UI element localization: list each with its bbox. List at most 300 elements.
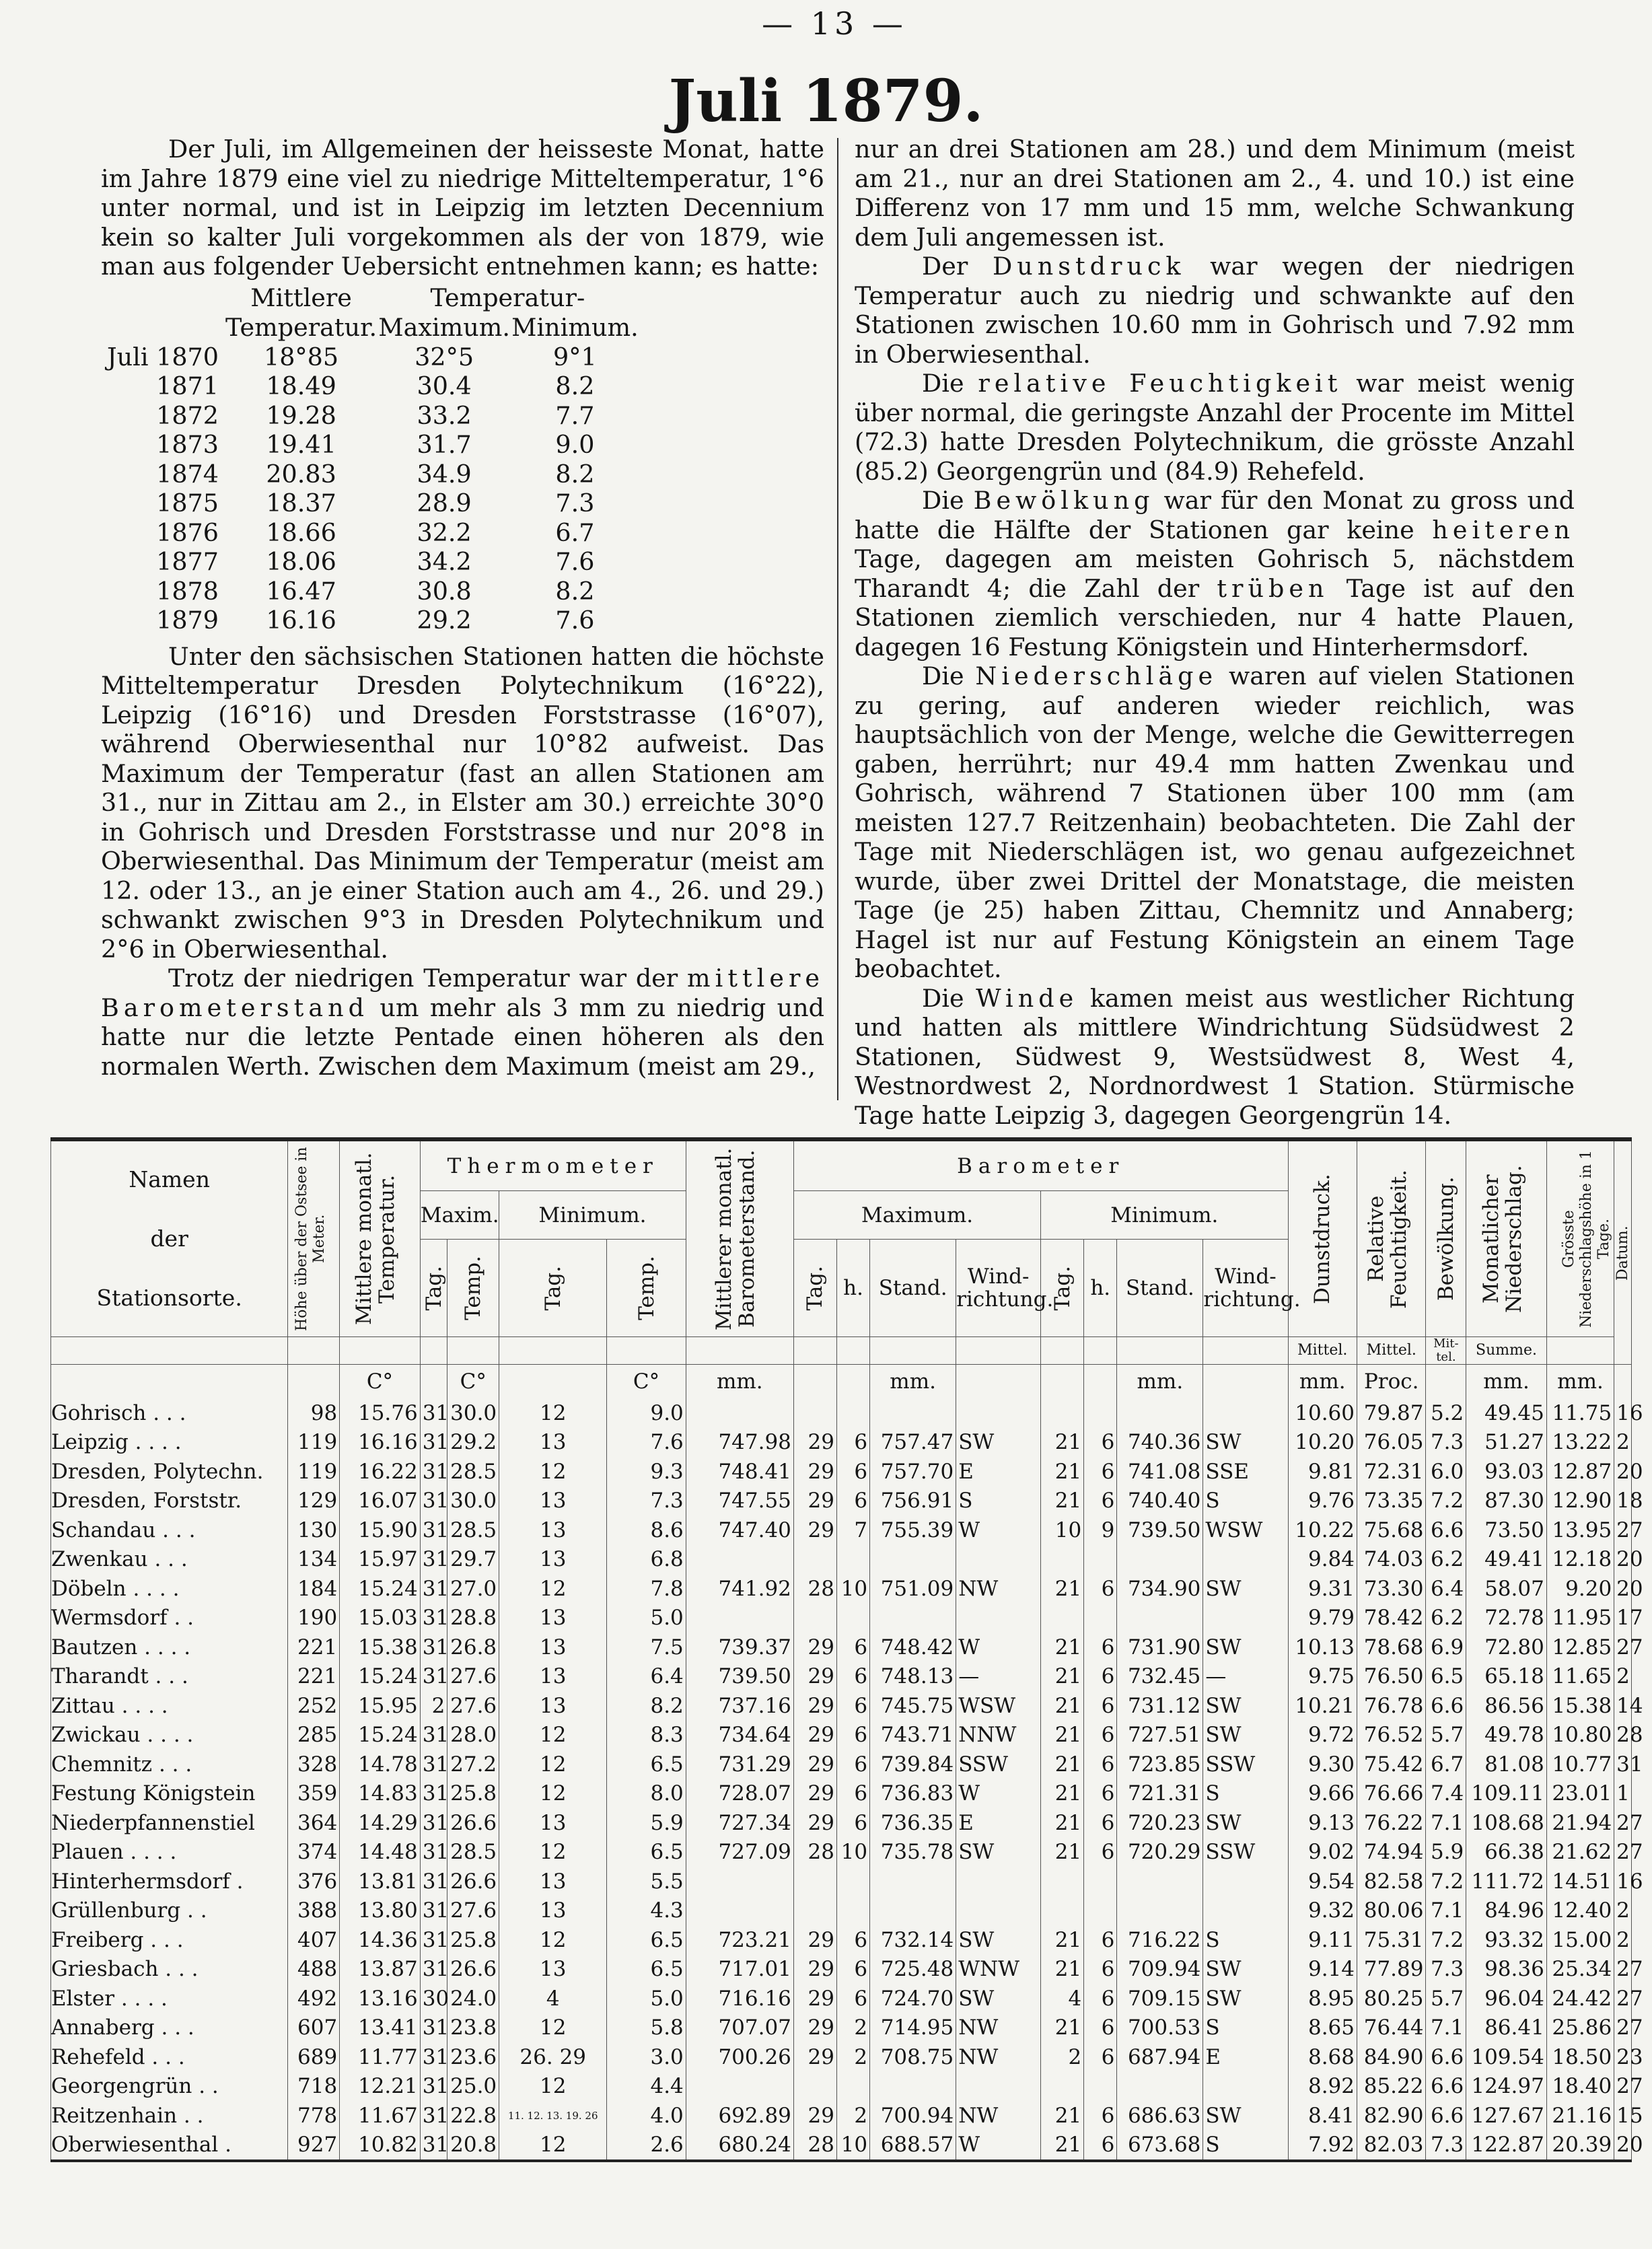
cell-name: Tharandt . . . [51,1662,288,1692]
cell-bxs: 732.14 [870,1925,956,1955]
cell-rf: 76.22 [1357,1808,1426,1838]
cell-nd: 12 [499,1750,607,1779]
history-row [101,547,639,577]
cell-nt: 6.5 [607,1955,686,1985]
cell-bnh [1084,2072,1117,2102]
cell-bnw: SW [1203,1691,1288,1721]
cell-dt: 16 [1614,1867,1632,1896]
cell-t: 11.67 [340,2101,421,2131]
cell-bw: 6.5 [1426,1662,1466,1692]
col-head-bmin-h: h. [1084,1240,1117,1337]
cell-bns: 720.29 [1117,1838,1203,1867]
history-cell-max: 32.2 [417,517,472,547]
cell-rf: 73.35 [1357,1487,1426,1516]
cell-du: 9.14 [1288,1955,1357,1985]
cell-bxw [956,1867,1041,1896]
cell-nt: 8.6 [607,1515,686,1545]
unit-mm: mm. [870,1365,956,1399]
history-cell-mean: 19.41 [266,430,336,459]
history-cell-label: 1876 [156,517,219,547]
history-cell-label: Juli 1870 [107,342,219,371]
cell-bnh: 6 [1084,1779,1117,1809]
cell-nt: 5.5 [607,1867,686,1896]
cell-bxd: 29 [793,1984,836,2013]
cell-rf: 78.68 [1357,1633,1426,1662]
cell-b: 734.64 [686,1721,793,1750]
cell-nd: 12 [499,2072,607,2102]
cell-b: 680.24 [686,2131,793,2162]
cell-xd: 2 [420,1691,447,1721]
cell-dt: 20 [1614,2131,1632,2162]
cell-rf: 72.31 [1357,1457,1426,1487]
history-cell-min: 8.2 [555,576,595,606]
text-run: Bewölkung. [1433,1176,1458,1301]
cell-ns: 72.78 [1466,1604,1547,1633]
cell-bxd: 29 [793,1457,836,1487]
cell-bxw: S [956,1487,1041,1516]
cell-gn: 15.38 [1546,1691,1614,1721]
cell-nt: 8.2 [607,1691,686,1721]
history-cell-max: 28.9 [417,489,472,517]
cell-gn: 24.42 [1546,1984,1614,2013]
cell-du: 9.30 [1288,1750,1357,1779]
cell-bxh: 6 [836,1984,869,2013]
cell-ns: 127.67 [1466,2101,1547,2131]
cell-xd: 31 [420,1750,447,1779]
cell-nd: 4 [499,1984,607,2013]
cell-bxh [836,1604,869,1633]
cell-dt: 31 [1614,1750,1632,1779]
text-run: Tage, dagegen am meisten Gohrisch 5, nächstdem Tharandt 4; die Zahl der [855,544,1575,603]
cell-bns: 723.85 [1117,1750,1203,1779]
cell-xt: 28.0 [447,1721,499,1750]
cell-ns: 51.27 [1466,1428,1547,1458]
history-cell-max: 30.8 [417,576,472,606]
cell-bnd [1041,1867,1084,1896]
table-row [51,1838,1632,1867]
cell-nt: 7.3 [607,1487,686,1516]
history-cell-max: 34.2 [417,547,472,576]
cell-bxs [870,1604,956,1633]
niederschlag-paragraph [855,662,1575,984]
cell-b [686,1545,793,1575]
cell-b: 728.07 [686,1779,793,1809]
cell-bnd: 21 [1041,2131,1084,2162]
cell-bnh [1084,1896,1117,1926]
cell-xt: 27.6 [447,1662,499,1692]
cell-name: Wermsdorf . . [51,1604,288,1633]
cell-b: 717.01 [686,1955,793,1985]
cell-du: 9.11 [1288,1925,1357,1955]
cell-ns: 49.41 [1466,1545,1547,1575]
cell-t: 13.41 [340,2013,421,2043]
cell-xd: 31 [420,1925,447,1955]
cell-dt: 27 [1614,1515,1632,1545]
cell-bxh: 6 [836,1779,869,1809]
cell-bxd: 29 [793,2042,836,2072]
history-cell-min: 8.2 [555,459,595,489]
cell-xt: 28.5 [447,1515,499,1545]
cell-dt: 1 [1614,1779,1632,1809]
cell-bxd: 29 [793,1750,836,1779]
cell-xt: 26.6 [447,1808,499,1838]
cell-dt: 27 [1614,1838,1632,1867]
col-head-groesste [1546,1139,1614,1337]
cell-dt: 14 [1614,1691,1632,1721]
text-run: Tage ist auf den Stationen ziemlich verschieden, nur 4 hatte Plauen, dagegen 16 Festung Königstein und Hinterhermsdorf. [855,573,1575,662]
cell-nt: 8.0 [607,1779,686,1809]
history-cell-label: 1874 [156,459,219,489]
cell-name: Chemnitz . . . [51,1750,288,1779]
cell-du: 10.20 [1288,1428,1357,1458]
cell-nd: 13 [499,1867,607,1896]
cell-bxh [836,2072,869,2102]
cell-nd: 12 [499,2131,607,2162]
cell-xt: 28.8 [447,1604,499,1633]
cell-bnh: 6 [1084,1633,1117,1662]
cell-bw: 7.3 [1426,1955,1466,1985]
cell-name: Niederpfannenstiel [51,1808,288,1838]
cell-name: Hinterhermsdorf . [51,1867,288,1896]
cell-bxd: 28 [793,1838,836,1867]
cell-name: Freiberg . . . [51,1925,288,1955]
temperature-paragraph: Unter den sächsischen Stationen hatten die höchste Mitteltemperatur Dresden Polytechnikum (16°22), Leipzig (16°16) und Dresden Forststrasse (16°07), während Oberwiesenthal nur 10°82 aufweist. Das Maximum der Temperatur (fast an allen Stationen am 31., nur in Zittau am 2., in Elster am 30.) erreichte 30°0 in Gohrisch und Dresden Forststrasse und nur 20°8 in Oberwiesenthal. Das Minimum der Temperatur (meist am 12. oder 13., an je einer Station auch am 4., 26. und 29.) schwankt zwischen 9°3 in Dresden Polytechnikum und 2°6 in Oberwiesenthal. [101,641,824,964]
cell-t: 15.76 [340,1398,421,1428]
text-run: Mittlerer monatl. Barometerstand. [712,1147,760,1330]
cell-ns: 109.54 [1466,2042,1547,2072]
history-head-max: Maximum. [378,312,510,342]
col-head-height [288,1139,340,1337]
text-run: Datum. [1614,1225,1632,1281]
cell-bxs: 739.84 [870,1750,956,1779]
cell-bns: 716.22 [1117,1925,1203,1955]
emphasis-heiteren: heiteren [1432,515,1575,544]
cell-bnw [1203,1604,1288,1633]
right-text-column [855,135,1575,1130]
cell-bxh: 6 [836,1662,869,1692]
cell-bxh: 10 [836,2131,869,2162]
cell-du: 9.13 [1288,1808,1357,1838]
cell-h: 607 [288,2013,340,2043]
cell-bnd [1041,2072,1084,2102]
cell-xd: 31 [420,1779,447,1809]
text-run: kamen meist aus westlicher Richtung und hatten als mittlere Windrichtung Südsüdwest 2 Stationen, Südwest 9, Westsüdwest 8, West 4, Westnordwest 2, Nordnordwest 1 Station. Stürmische Tage hatte Leipzig 3, dagegen Georgengrün 14. [855,983,1575,1130]
cell-dt: 27 [1614,1808,1632,1838]
cell-xd: 31 [420,1867,447,1896]
cell-bns: 731.90 [1117,1633,1203,1662]
history-head-temp: Temperatur- [430,283,585,313]
emphasis-feuchtigkeit: relative Feuchtigkeit [978,369,1342,398]
cell-rf: 75.42 [1357,1750,1426,1779]
cell-ns: 124.97 [1466,2072,1547,2102]
cell-bnw: SW [1203,2101,1288,2131]
col-head-bmax-h: h. [836,1240,869,1337]
cell-bxh: 6 [836,1691,869,1721]
cell-bnh: 9 [1084,1515,1117,1545]
history-cell-min: 7.7 [555,400,595,430]
cell-bxd [793,1398,836,1428]
cell-du: 9.84 [1288,1545,1357,1575]
cell-bxd: 29 [793,1662,836,1692]
cell-bxd: 29 [793,1925,836,1955]
cell-bxs: 736.83 [870,1779,956,1809]
cell-t: 13.81 [340,1867,421,1896]
table-row [51,1633,1632,1662]
cell-ns: 49.78 [1466,1721,1547,1750]
cell-h: 130 [288,1515,340,1545]
cell-nd: 12 [499,1779,607,1809]
cell-bnd: 21 [1041,1779,1084,1809]
cell-bnh: 6 [1084,1984,1117,2013]
history-cell-max: 29.2 [417,606,472,635]
cell-bw: 7.2 [1426,1487,1466,1516]
cell-bxs [870,2072,956,2102]
text-run: um mehr als 3 mm zu niedrig und hatte nur die letzte Pentade einen höheren als den normalen Werth. Zwischen dem Maximum (meist am 29., [101,993,824,1081]
cell-bnd: 21 [1041,2013,1084,2043]
history-cell-min: 7.3 [555,489,595,517]
cell-gn: 13.22 [1546,1428,1614,1458]
cell-xd: 31 [420,2131,447,2162]
emphasis-trueben: trüben [1217,573,1329,603]
history-cell-label: 1875 [156,489,219,517]
table-row [51,1545,1632,1575]
history-cell-min: 7.6 [555,547,595,576]
cell-h: 119 [288,1428,340,1458]
cell-bnd: 21 [1041,1721,1084,1750]
cell-h: 359 [288,1779,340,1809]
cell-b: 707.07 [686,2013,793,2043]
cell-bxh: 10 [836,1574,869,1604]
cell-bw: 7.4 [1426,1779,1466,1809]
cell-h: 492 [288,1984,340,2013]
cell-dt: 27 [1614,2072,1632,2102]
cell-bxw: E [956,1457,1041,1487]
history-cell-min: 7.6 [555,606,595,635]
cell-name: Gohrisch . . . [51,1398,288,1428]
cell-bnh [1084,1604,1117,1633]
cell-b [686,1896,793,1926]
unit-row [51,1365,1632,1399]
cell-bns [1117,1604,1203,1633]
emphasis-dunstdruck: Dunstdruck [992,252,1186,281]
cell-du: 9.54 [1288,1867,1357,1896]
cell-bns: 740.40 [1117,1487,1203,1516]
cell-bxd: 28 [793,2131,836,2162]
cell-name: Zwenkau . . . [51,1545,288,1575]
cell-bxw: — [956,1662,1041,1692]
history-cell-mean: 19.28 [266,400,336,430]
cell-b: 741.92 [686,1574,793,1604]
cell-bns: 687.94 [1117,2042,1203,2072]
col-head-bmax-tag [793,1240,836,1337]
cell-bns: 700.53 [1117,2013,1203,2043]
cell-dt: 20 [1614,1545,1632,1575]
cell-bxd [793,1545,836,1575]
cell-t: 15.97 [340,1545,421,1575]
cell-bxs [870,1545,956,1575]
text-run: Die [922,662,976,690]
cell-ns: 65.18 [1466,1662,1547,1692]
cell-bns: 720.23 [1117,1808,1203,1838]
text-run: Tag. [421,1265,446,1311]
cell-xt: 26.6 [447,1867,499,1896]
history-row [101,371,639,401]
cell-bnd: 21 [1041,1955,1084,1985]
history-cell-max: 32°5 [415,342,474,371]
text-run: Die [922,983,976,1013]
cell-t: 15.03 [340,1604,421,1633]
text-run: war meist wenig über normal, die geringste Anzahl der Procente im Mittel (72.3) hatte Dresden Polytechnikum, die grösste Anzahl (85.2) Georgengrün und (84.9) Rehefeld. [855,369,1575,486]
cell-xt: 20.8 [447,2131,499,2162]
history-cell-mean: 20.83 [266,459,336,489]
cell-xt: 30.0 [447,1398,499,1428]
cell-xd: 31 [420,2072,447,2102]
station-table [50,1137,1643,2162]
cell-bxh [836,1896,869,1926]
cell-bnd [1041,1896,1084,1926]
cell-gn: 10.77 [1546,1750,1614,1779]
cell-b: 731.29 [686,1750,793,1779]
cell-rf: 76.52 [1357,1721,1426,1750]
history-cell-label: 1877 [156,547,219,576]
cell-bxs: 724.70 [870,1984,956,2013]
cell-bw: 7.2 [1426,1867,1466,1896]
col-head-min-temp [607,1240,686,1337]
cell-rf: 82.58 [1357,1867,1426,1896]
cell-bnd: 10 [1041,1515,1084,1545]
unit-c: C° [607,1365,686,1399]
cell-xt: 26.6 [447,1955,499,1985]
text-run: Die [922,369,978,398]
cell-ns: 93.32 [1466,1925,1547,1955]
cell-ns: 93.03 [1466,1457,1547,1487]
cell-bxd: 29 [793,1721,836,1750]
cell-bnw [1203,1398,1288,1428]
history-row [101,489,639,518]
cell-bxw: NW [956,2013,1041,2043]
history-head-mean-2: Temperatur. [225,312,378,342]
cell-t: 14.83 [340,1779,421,1809]
unit-c: C° [340,1365,421,1399]
cell-ns: 81.08 [1466,1750,1547,1779]
cell-du: 10.13 [1288,1633,1357,1662]
cell-bxd: 29 [793,2013,836,2043]
cell-bnh: 6 [1084,1662,1117,1692]
cell-nd: 13 [499,1487,607,1516]
history-cell-min: 6.7 [555,517,595,547]
cell-rf: 76.05 [1357,1428,1426,1458]
cell-bxs: 748.13 [870,1662,956,1692]
cell-rf: 79.87 [1357,1398,1426,1428]
cell-xd: 31 [420,2013,447,2043]
cell-ns: 86.56 [1466,1691,1547,1721]
history-cell-mean: 18°85 [263,342,339,371]
history-row [101,343,639,372]
cell-gn: 18.40 [1546,2072,1614,2102]
cell-nt: 7.6 [607,1428,686,1458]
cell-t: 14.29 [340,1808,421,1838]
cell-xt: 25.0 [447,2072,499,2102]
cell-t: 16.22 [340,1457,421,1487]
cell-du: 8.65 [1288,2013,1357,2043]
cell-bxw: W [956,1633,1041,1662]
cell-xd: 31 [420,1955,447,1985]
cell-bw: 7.3 [1426,1428,1466,1458]
cell-gn: 12.90 [1546,1487,1614,1516]
table-row [51,1779,1632,1809]
cell-bxd: 29 [793,1487,836,1516]
text-run: Temp. [634,1256,659,1321]
cell-rf: 76.78 [1357,1691,1426,1721]
cell-b: 747.40 [686,1515,793,1545]
cell-xt: 25.8 [447,1925,499,1955]
text-run: Trotz der niedrigen Temperatur war der [168,964,688,993]
cell-bxs [870,1867,956,1896]
cell-du: 9.75 [1288,1662,1357,1692]
cell-bxd: 29 [793,1691,836,1721]
cell-dt: 27 [1614,2013,1632,2043]
cell-du: 9.72 [1288,1721,1357,1750]
cell-bxh: 6 [836,1925,869,1955]
cell-nt: 6.4 [607,1662,686,1692]
cell-xt: 23.8 [447,2013,499,2043]
cell-bxs: 714.95 [870,2013,956,2043]
table-row [51,1398,1632,1428]
cell-dt: 17 [1614,1604,1632,1633]
col-head-bmax-wind: Wind-richtung. [956,1240,1041,1337]
text-run: Tag. [1050,1265,1075,1311]
cell-h: 374 [288,1838,340,1867]
cell-gn: 12.40 [1546,1896,1614,1926]
cell-du: 9.76 [1288,1487,1357,1516]
bewoelkung-paragraph [855,486,1575,662]
history-row [101,518,639,548]
cell-ns: 49.45 [1466,1398,1547,1428]
cell-bxw: NW [956,2101,1041,2131]
cell-nd: 12 [499,1574,607,1604]
table-row [51,1515,1632,1545]
cell-bw: 5.7 [1426,1721,1466,1750]
text-run: Stationsorte. [96,1285,242,1311]
cell-bxh: 6 [836,1428,869,1458]
barometer-paragraph [101,964,824,1081]
cell-bxh: 6 [836,1633,869,1662]
cell-t: 10.82 [340,2131,421,2162]
cell-name: Rehefeld . . . [51,2042,288,2072]
cell-xt: 30.0 [447,1487,499,1516]
cell-xd: 31 [420,1721,447,1750]
cell-bnh: 6 [1084,2013,1117,2043]
cell-h: 134 [288,1545,340,1575]
cell-nd: 11. 12. 13. 19. 26 [499,2101,607,2131]
cell-rf: 77.89 [1357,1955,1426,1985]
cell-bxs: 725.48 [870,1955,956,1985]
cell-nd: 12 [499,1721,607,1750]
cell-dt: 27 [1614,1984,1632,2013]
cell-rf: 74.94 [1357,1838,1426,1867]
unit-mm: mm. [1117,1365,1203,1399]
history-cell-max: 31.7 [417,430,472,459]
col-head-mean-baro [686,1139,793,1337]
cell-bnw [1203,1867,1288,1896]
cell-bnw: SW [1203,1428,1288,1458]
cell-bxs: 748.42 [870,1633,956,1662]
cell-bxh: 6 [836,1808,869,1838]
emphasis-mittlere-barometerstand: mittlere Barometerstand [101,964,824,1022]
cell-t: 15.90 [340,1515,421,1545]
table-row [51,1487,1632,1516]
history-cell-mean: 16.16 [266,606,336,635]
